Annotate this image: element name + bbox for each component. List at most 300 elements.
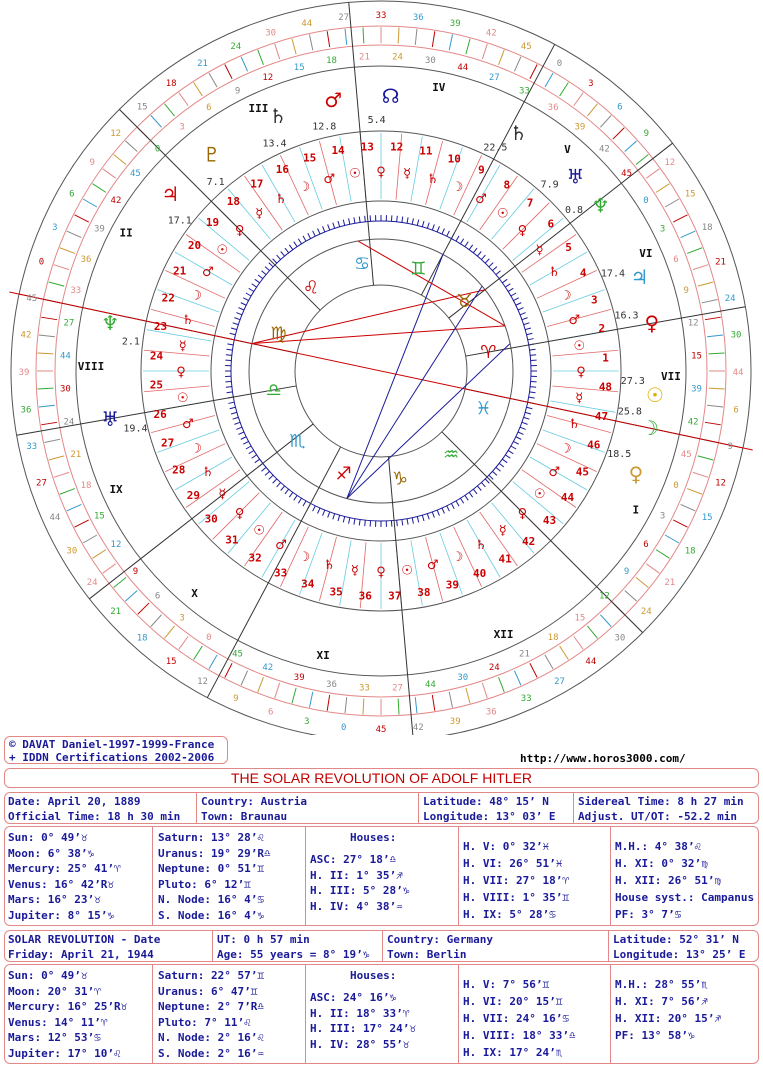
inner-tick [502, 279, 507, 283]
inner-tick [328, 224, 330, 230]
natal-hb-line: H. IX: 5° 28’♋ [463, 908, 556, 921]
age-number: 25 [149, 378, 164, 392]
house-numeral: XII [493, 627, 514, 641]
outer-ring-number: 15 [165, 656, 177, 667]
inner-tick [233, 417, 239, 419]
inner-tick [261, 467, 266, 471]
outer-ring-number: 44 [49, 513, 61, 524]
inner-tick [432, 224, 434, 230]
outer-ring-number: 42 [485, 28, 497, 39]
rev-ha-line: ASC: 24° 16’♑ [310, 991, 397, 1004]
age-number: 35 [329, 585, 343, 599]
age-number: 5 [565, 240, 572, 254]
outer-tick [39, 405, 55, 407]
age-ring-glyph: ☽ [298, 180, 311, 196]
inner-tick [505, 455, 510, 458]
age-ring-glyph: ☽ [298, 549, 311, 565]
house-numeral: VI [639, 247, 653, 261]
outer-tick [309, 692, 312, 708]
zodiac-sign: ♓ [475, 398, 492, 420]
inner-tick [303, 501, 306, 506]
inner-tick [485, 479, 489, 483]
inner-tick [343, 220, 344, 226]
inner-tick [417, 220, 418, 226]
natal-ha-line: H. III: 5° 28’♑ [310, 884, 410, 897]
outer-tick [709, 388, 725, 389]
age-number: 37 [388, 589, 402, 603]
inner-tick [236, 313, 242, 315]
outer-ring-number: 36 [80, 254, 92, 265]
inner-tick [227, 344, 233, 345]
inner-tick [485, 259, 489, 263]
page-title: THE SOLAR REVOLUTION OF ADOLF HITLER [4, 768, 759, 788]
age-number: 44 [560, 490, 575, 504]
outer-ring-number: 30 [425, 55, 436, 66]
inner-tick [236, 427, 242, 429]
outer-tick [103, 564, 116, 573]
natal-adjust: Adjust. UT/OT: -52.2 min [578, 810, 737, 823]
age-ring-glyph: ♀ [517, 506, 528, 522]
outer-tick [499, 677, 505, 692]
age-ring-glyph: ♄ [568, 416, 581, 432]
outer-tick [67, 504, 82, 511]
outer-tick [574, 636, 583, 649]
natal-hc-line: PF: 3° 7’♋ [615, 908, 682, 921]
zodiac-sign: ♐ [335, 463, 352, 485]
outer-ring-number: 27 [36, 478, 47, 489]
age-ring-glyph: ☿ [498, 523, 507, 539]
planet-glyph: ♃ [630, 264, 649, 289]
outer-ring-number: 6 [643, 540, 649, 551]
rev-mid-line: S. Node: 2° 16’♒ [158, 1046, 264, 1060]
inner-tick [285, 489, 289, 494]
planet-glyph: ☉ [645, 382, 664, 407]
outer-tick [194, 82, 203, 95]
natal-time: Official Time: 18 h 30 min [8, 810, 181, 823]
outer-tick [705, 422, 721, 425]
age-number: 39 [445, 578, 460, 592]
outer-ring-number: 45 [26, 293, 38, 304]
outer-tick [345, 697, 347, 713]
outer-tick [482, 683, 487, 698]
outer-tick [363, 699, 364, 715]
inner-tick [527, 333, 533, 334]
age-ring-glyph: ☉ [401, 563, 413, 579]
outer-tick [179, 93, 188, 106]
outer-ring-number: 15 [691, 351, 702, 362]
inner-tick [277, 255, 281, 259]
age-number: 13 [360, 140, 374, 154]
inner-tick [492, 471, 496, 475]
house-cusp-5 [119, 109, 320, 310]
age-ring-glyph: ☉ [176, 391, 189, 407]
outer-ring-number: 6 [267, 707, 274, 718]
outer-ring-number: 45 [621, 169, 632, 180]
rev-left-line: Mars: 12° 53’♋ [8, 1031, 101, 1044]
inner-tick [252, 284, 257, 287]
age-number: 45 [575, 465, 589, 479]
outer-tick [363, 27, 364, 43]
outer-ring-number: 0 [643, 195, 649, 206]
house-numeral: IX [109, 482, 123, 496]
inner-tick [492, 267, 496, 271]
planet-degree: 0.8 [565, 205, 584, 217]
outer-tick [45, 439, 61, 442]
outer-tick [673, 520, 687, 527]
outer-ring-number: 12 [715, 478, 726, 489]
inner-tick [230, 333, 236, 334]
inner-tick [525, 328, 531, 330]
outer-tick [613, 128, 624, 139]
outer-ring-number: 15 [701, 513, 713, 524]
age-number: 28 [172, 463, 186, 477]
outer-ring-number: 15 [94, 511, 105, 522]
outer-tick [545, 655, 553, 669]
age-ring-glyph: ☽ [190, 288, 203, 304]
outer-ring-number: 24 [488, 663, 500, 674]
inner-tick [407, 217, 408, 223]
outer-ring-number: 27 [392, 683, 403, 694]
outer-ring-number: 3 [179, 122, 185, 133]
outer-tick [292, 39, 296, 54]
inner-tick [273, 479, 277, 483]
revolution-date: Friday: April 21, 1944 [8, 948, 154, 961]
rev-mid-line: Neptune: 2° 7’R♎ [158, 1000, 264, 1013]
age-ring-glyph: ♂ [568, 313, 581, 329]
outer-ring-number: 0 [206, 633, 212, 644]
age-number: 2 [598, 322, 606, 336]
inner-tick [241, 437, 246, 440]
outer-tick [165, 626, 175, 638]
inner-tick [359, 520, 360, 526]
age-ring-glyph: ☽ [451, 180, 464, 196]
inner-tick [402, 217, 403, 223]
zodiac-sign: ♏ [289, 431, 306, 453]
outer-tick [225, 663, 232, 677]
inner-tick [289, 245, 293, 250]
outer-tick [656, 550, 669, 559]
inner-tick [518, 308, 523, 310]
outer-ring-number: 36 [412, 12, 424, 23]
outer-ring-number: 15 [136, 102, 148, 113]
natal-mid-line: Neptune: 0° 51’♊ [158, 862, 264, 875]
planet-glyph: ♄ [269, 104, 287, 129]
inner-tick [318, 508, 320, 513]
house-numeral: II [119, 226, 133, 240]
inner-tick [412, 218, 413, 224]
inner-tick [524, 323, 530, 325]
inner-tick [528, 339, 534, 340]
outer-tick [83, 199, 97, 207]
age-number: 1 [602, 351, 609, 365]
inner-tick [451, 503, 454, 508]
revolution-latitude: Latitude: 52° 31’ N [613, 933, 739, 946]
website-url[interactable]: http://www.horos3000.com/ [520, 752, 686, 765]
inner-tick [285, 248, 289, 253]
age-number: 17 [250, 177, 264, 191]
age-number: 47 [594, 409, 609, 423]
planet-degree: 19.4 [123, 423, 148, 435]
planet-glyph: ♇ [202, 142, 221, 167]
inner-tick [520, 427, 526, 429]
house-numeral: V [564, 142, 571, 156]
revolution-ut: UT: 0 h 57 min [217, 933, 310, 946]
age-ring-glyph: ♄ [475, 538, 487, 554]
inner-tick [246, 293, 251, 296]
inner-tick [432, 512, 434, 518]
outer-ring-number: 42 [412, 723, 424, 734]
aspect-line-3 [347, 254, 443, 498]
revolution-date-label: SOLAR REVOLUTION - Date [8, 933, 161, 946]
natal-left-line: Sun: 0° 49’♉ [8, 831, 88, 844]
outer-ring-number: 12 [197, 677, 208, 688]
outer-ring-number: 6 [206, 102, 212, 113]
age-number: 6 [547, 217, 555, 231]
age-ring-glyph: ♄ [426, 171, 439, 187]
inner-tick [273, 259, 277, 263]
house-cusp-1 [466, 307, 746, 356]
age-ring-glyph: ♀ [234, 506, 245, 522]
inner-tick [269, 263, 273, 267]
outer-ring-number: 39 [94, 224, 105, 235]
outer-tick [449, 35, 452, 51]
rev-mid-line: N. Node: 2° 16’♌ [158, 1031, 264, 1044]
rev-left-line: Venus: 14° 11’♈ [8, 1015, 108, 1029]
outer-ring-number: 18 [136, 633, 148, 644]
age-ring-glyph: ☽ [559, 288, 572, 304]
outer-ring-number: 36 [20, 405, 32, 416]
natal-latitude: Latitude: 48° 15’ N [423, 795, 549, 808]
outer-tick [258, 50, 264, 65]
inner-tick [261, 271, 266, 275]
age-ring-glyph: ☿ [350, 563, 359, 579]
outer-tick [656, 184, 669, 193]
outer-ring-number: 36 [326, 680, 337, 691]
outer-tick [702, 299, 718, 302]
inner-tick [243, 441, 248, 444]
age-number: 46 [587, 438, 601, 452]
outer-tick [560, 646, 569, 659]
inner-tick [258, 275, 263, 279]
outer-tick [194, 646, 203, 659]
inner-tick [469, 245, 473, 250]
outer-ring-number: 39 [449, 18, 461, 29]
natal-town: Town: Braunau [201, 810, 288, 823]
inner-tick [481, 255, 485, 259]
outer-ring-number: 30 [265, 28, 277, 39]
inner-tick [249, 288, 254, 291]
outer-ring-number: 9 [727, 442, 733, 453]
inner-tick [338, 515, 340, 521]
inner-tick [524, 417, 530, 419]
zodiac-sign: ♌ [302, 277, 320, 299]
inner-tick [412, 518, 413, 524]
inner-tick [226, 355, 232, 356]
planet-degree: 18.5 [607, 449, 632, 461]
outer-tick [530, 64, 537, 78]
outer-ring-number: 9 [132, 566, 139, 577]
age-ring-glyph: ♂ [475, 191, 487, 207]
outer-tick [587, 626, 597, 638]
inner-tick [233, 323, 239, 325]
rev-ha-line: H. IV: 28° 55’♉ [310, 1037, 410, 1051]
outer-ring-number: 45 [130, 169, 141, 180]
inner-tick [343, 517, 344, 523]
outer-tick [327, 31, 330, 47]
inner-tick [238, 308, 243, 310]
outer-ring-number: 24 [86, 577, 98, 588]
outer-ring-number: 39 [691, 384, 702, 395]
outer-ring-number: 6 [733, 405, 739, 416]
age-number: 23 [153, 320, 168, 334]
age-ring-glyph: ☿ [575, 391, 584, 407]
inner-tick [308, 233, 311, 238]
inner-tick [525, 412, 531, 414]
rev-ha-line: H. III: 17° 24’♉ [310, 1022, 416, 1035]
inner-tick [318, 228, 320, 233]
house-cusp-11 [442, 432, 643, 633]
copyright-box [4, 736, 228, 764]
outer-ring-number: 27 [554, 677, 565, 688]
age-ring-glyph: ♀ [517, 223, 528, 239]
outer-ring-number: 0 [38, 257, 45, 268]
planet-degree: 17.4 [600, 268, 626, 280]
outer-ring-number: 18 [701, 222, 713, 233]
planet-glyph: ♅ [101, 406, 120, 431]
outer-ring-number: 27 [338, 12, 350, 23]
outer-tick [681, 504, 696, 511]
outer-ring-number: 30 [730, 330, 742, 341]
age-ring-glyph: ♄ [275, 191, 287, 207]
revolution-houses-title: Houses: [350, 969, 397, 982]
outer-tick [415, 29, 417, 45]
outer-ring-number: 15 [574, 613, 586, 624]
outer-ring-number: 27 [63, 318, 75, 329]
outer-ring-number: 9 [683, 286, 689, 297]
natal-hb-line: H. VI: 26° 51’♓ [463, 857, 563, 870]
outer-ring-number: 3 [179, 613, 185, 624]
natal-left-line: Moon: 6° 38’♑ [8, 846, 95, 860]
inner-tick [228, 402, 234, 403]
age-number: 43 [542, 514, 557, 528]
outer-ring-number: 18 [684, 546, 696, 557]
outer-ring-number: 45 [520, 41, 532, 52]
rev-hc-line: M.H.: 28° 55’♏ [615, 978, 708, 991]
planet-degree: 13.4 [262, 138, 287, 150]
outer-tick [54, 472, 69, 477]
rev-mid-line: Pluto: 7° 11’♌ [158, 1015, 251, 1029]
outer-ring-number: 24 [63, 417, 75, 428]
outer-ring-number: 24 [392, 52, 403, 63]
age-number: 40 [473, 567, 487, 581]
outer-tick [74, 215, 88, 222]
natal-left-line: Venus: 16° 42’R♉ [8, 877, 114, 891]
outer-tick [625, 141, 637, 152]
age-number: 14 [331, 144, 345, 158]
natal-hc-line: H. XII: 26° 51’♍ [615, 874, 721, 887]
outer-ring-number: 9 [89, 158, 95, 169]
age-number: 30 [204, 512, 218, 526]
zodiac-sign: ♉ [456, 290, 473, 312]
outer-tick [587, 104, 597, 116]
rev-hc-line: H. XII: 20° 15’♐ [615, 1012, 721, 1025]
outer-ring-number: 33 [519, 86, 530, 97]
inner-tick [328, 512, 330, 518]
inner-tick [502, 459, 507, 463]
age-ring-glyph: ♂ [181, 416, 194, 432]
natal-mid-line: S. Node: 16° 4’♑ [158, 908, 264, 922]
outer-ring-number: 39 [18, 368, 30, 378]
outer-ring-number: 24 [640, 606, 652, 617]
inner-tick [473, 489, 477, 494]
inner-tick [447, 506, 450, 511]
inner-tick [422, 515, 424, 521]
inner-tick [505, 284, 510, 287]
inner-tick [241, 303, 246, 306]
age-ring-glyph: ☽ [451, 549, 464, 565]
inner-tick [227, 349, 233, 350]
inner-tick [460, 498, 463, 503]
outer-ring-number: 12 [687, 318, 699, 329]
inner-tick [489, 263, 493, 267]
outer-tick [432, 31, 435, 47]
inner-tick [442, 228, 444, 233]
ring-0 [11, 1, 751, 735]
planet-glyph: ♄ [509, 120, 528, 145]
inner-tick [511, 293, 516, 296]
age-ring-glyph: ♂ [548, 465, 561, 480]
natal-mid-line: Pluto: 6° 12’♊ [158, 877, 251, 891]
inner-tick [238, 432, 243, 434]
outer-ring-number: 3 [304, 717, 310, 728]
zodiac-sign: ♋ [354, 253, 371, 275]
natal-ha-line: H. IV: 4° 38’♒ [310, 899, 403, 913]
outer-ring-number: 6 [154, 591, 161, 602]
inner-tick [255, 279, 260, 283]
outer-tick [225, 64, 232, 78]
outer-ring-number: 45 [232, 649, 243, 660]
planet-glyph: ♀ [628, 462, 644, 487]
age-ring-glyph: ♀ [376, 165, 386, 180]
age-ring-glyph: ☿ [218, 486, 227, 502]
outer-tick [466, 39, 470, 54]
outer-tick [665, 199, 679, 207]
inner-tick [530, 387, 536, 388]
inner-tick [298, 498, 301, 503]
inner-tick [397, 216, 398, 222]
outer-ring-number: 3 [659, 224, 666, 235]
outer-ring-number: 44 [301, 18, 313, 29]
outer-ring-number: 44 [585, 656, 597, 667]
inner-tick [281, 251, 285, 256]
outer-ring-number: 3 [588, 79, 594, 90]
age-number: 48 [598, 380, 613, 394]
age-ring-glyph: ♄ [201, 465, 214, 480]
inner-tick [456, 236, 459, 241]
house-numeral: I [632, 503, 640, 517]
age-number: 41 [498, 552, 512, 566]
planet-degree: 7.9 [540, 179, 559, 191]
age-ring-glyph: ☉ [573, 338, 586, 354]
age-ring-glyph: ☿ [178, 338, 187, 354]
inner-tick [516, 303, 521, 306]
zodiac-sign: ♑ [391, 468, 408, 490]
house-numeral: III [248, 102, 269, 116]
outer-tick [514, 57, 521, 72]
rev-mid-line: Uranus: 6° 47’♊ [158, 984, 258, 998]
house-numeral: VIII [77, 359, 105, 373]
outer-tick [432, 695, 435, 711]
